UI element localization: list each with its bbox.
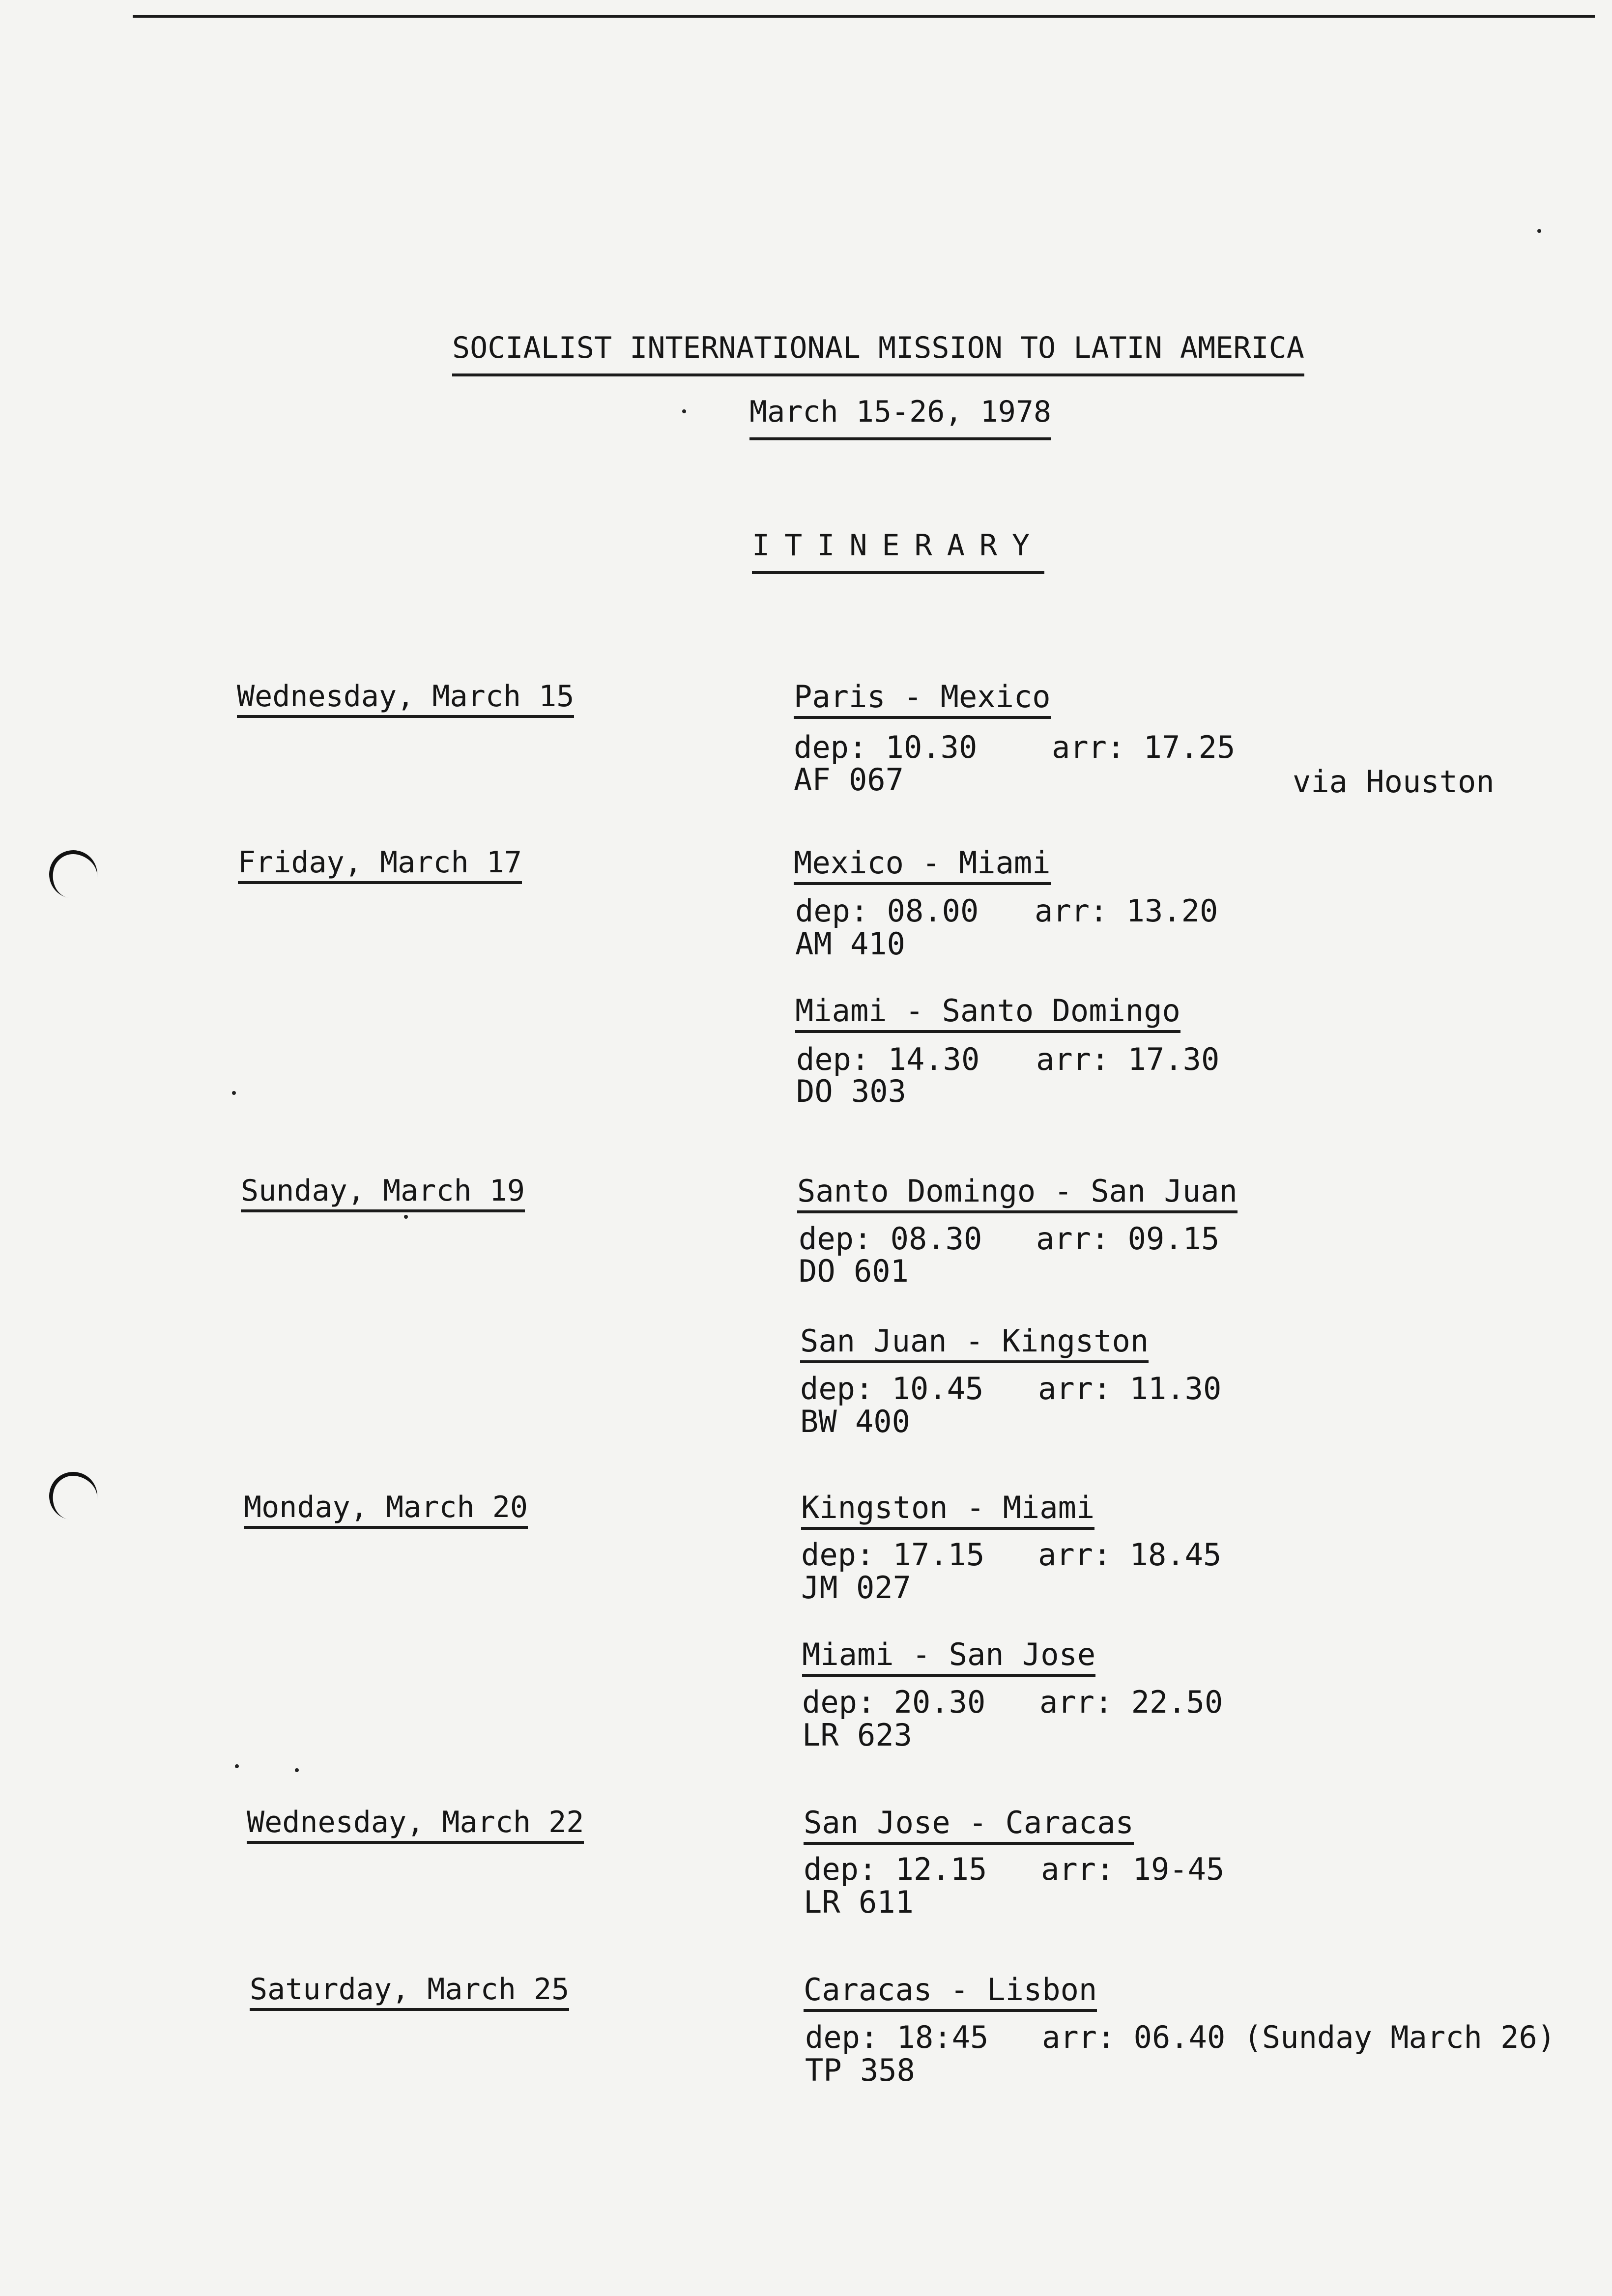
scan-speck <box>682 409 686 413</box>
top-rule <box>133 15 1595 18</box>
scan-speck <box>1537 229 1541 233</box>
arrival-time: arr: 22.50 <box>1039 1684 1223 1720</box>
flight-number: LR 611 <box>804 1884 914 1920</box>
route-note: via Houston <box>1293 764 1495 800</box>
flight-route: Kingston - Miami <box>801 1492 1094 1530</box>
departure-time: dep: 12.15 <box>804 1851 987 1887</box>
day-label: Wednesday, March 15 <box>237 682 574 718</box>
day-label: Sunday, March 19 <box>241 1176 525 1212</box>
flight-route: Mexico - Miami <box>794 848 1051 885</box>
arrival-time: arr: 17.30 <box>1036 1041 1220 1077</box>
scan-speck <box>295 1768 299 1772</box>
flight-route: San Juan - Kingston <box>800 1326 1149 1363</box>
departure-time: dep: 20.30 <box>802 1684 986 1720</box>
arrival-time: arr: 11.30 <box>1038 1371 1222 1406</box>
arrival-time: arr: 17.25 <box>1052 729 1236 765</box>
day-label: Friday, March 17 <box>238 848 522 884</box>
flight-number: JM 027 <box>801 1570 911 1606</box>
departure-time: dep: 10.45 <box>800 1371 984 1406</box>
arrival-time: arr: 18.45 <box>1038 1537 1222 1573</box>
flight-number: DO 601 <box>799 1253 909 1289</box>
flight-number: AF 067 <box>794 762 904 798</box>
departure-time: dep: 10.30 <box>794 729 978 765</box>
punch-hole-mark <box>45 846 102 903</box>
departure-time: dep: 18:45 <box>805 2019 989 2055</box>
day-label: Monday, March 20 <box>244 1492 528 1529</box>
document-heading: SOCIALIST INTERNATIONAL MISSION TO LATIN AMERICA <box>452 333 1304 376</box>
arrival-time: arr: 13.20 <box>1035 893 1218 929</box>
flight-number: DO 303 <box>796 1073 906 1109</box>
flight-number: LR 623 <box>802 1717 912 1753</box>
departure-time: dep: 14.30 <box>796 1041 980 1077</box>
departure-time: dep: 17.15 <box>801 1537 985 1573</box>
day-label: Wednesday, March 22 <box>247 1808 584 1844</box>
flight-number: BW 400 <box>800 1404 910 1439</box>
arrival-time: arr: 06.40 (Sunday March 26) <box>1042 2019 1556 2055</box>
scan-speck <box>232 1091 236 1095</box>
flight-route: Miami - San Jose <box>802 1639 1095 1677</box>
arrival-time: arr: 09.15 <box>1036 1221 1220 1257</box>
day-label: Saturday, March 25 <box>250 1975 569 2011</box>
flight-route: Paris - Mexico <box>794 682 1051 719</box>
arrival-time: arr: 19-45 <box>1041 1851 1225 1887</box>
departure-time: dep: 08.00 <box>795 893 979 929</box>
scan-speck <box>404 1215 408 1219</box>
flight-number: AM 410 <box>795 926 905 962</box>
departure-time: dep: 08.30 <box>799 1221 982 1257</box>
flight-route: Caracas - Lisbon <box>804 1975 1097 2012</box>
itinerary-title: ITINERARY <box>752 531 1044 574</box>
flight-route: Miami - Santo Domingo <box>795 996 1180 1033</box>
flight-route: San Jose - Caracas <box>804 1808 1134 1845</box>
punch-hole-mark <box>45 1467 102 1524</box>
flight-number: TP 358 <box>805 2052 915 2088</box>
flight-route: Santo Domingo - San Juan <box>797 1176 1238 1213</box>
scan-speck <box>235 1764 239 1768</box>
document-dates: March 15-26, 1978 <box>749 397 1051 440</box>
